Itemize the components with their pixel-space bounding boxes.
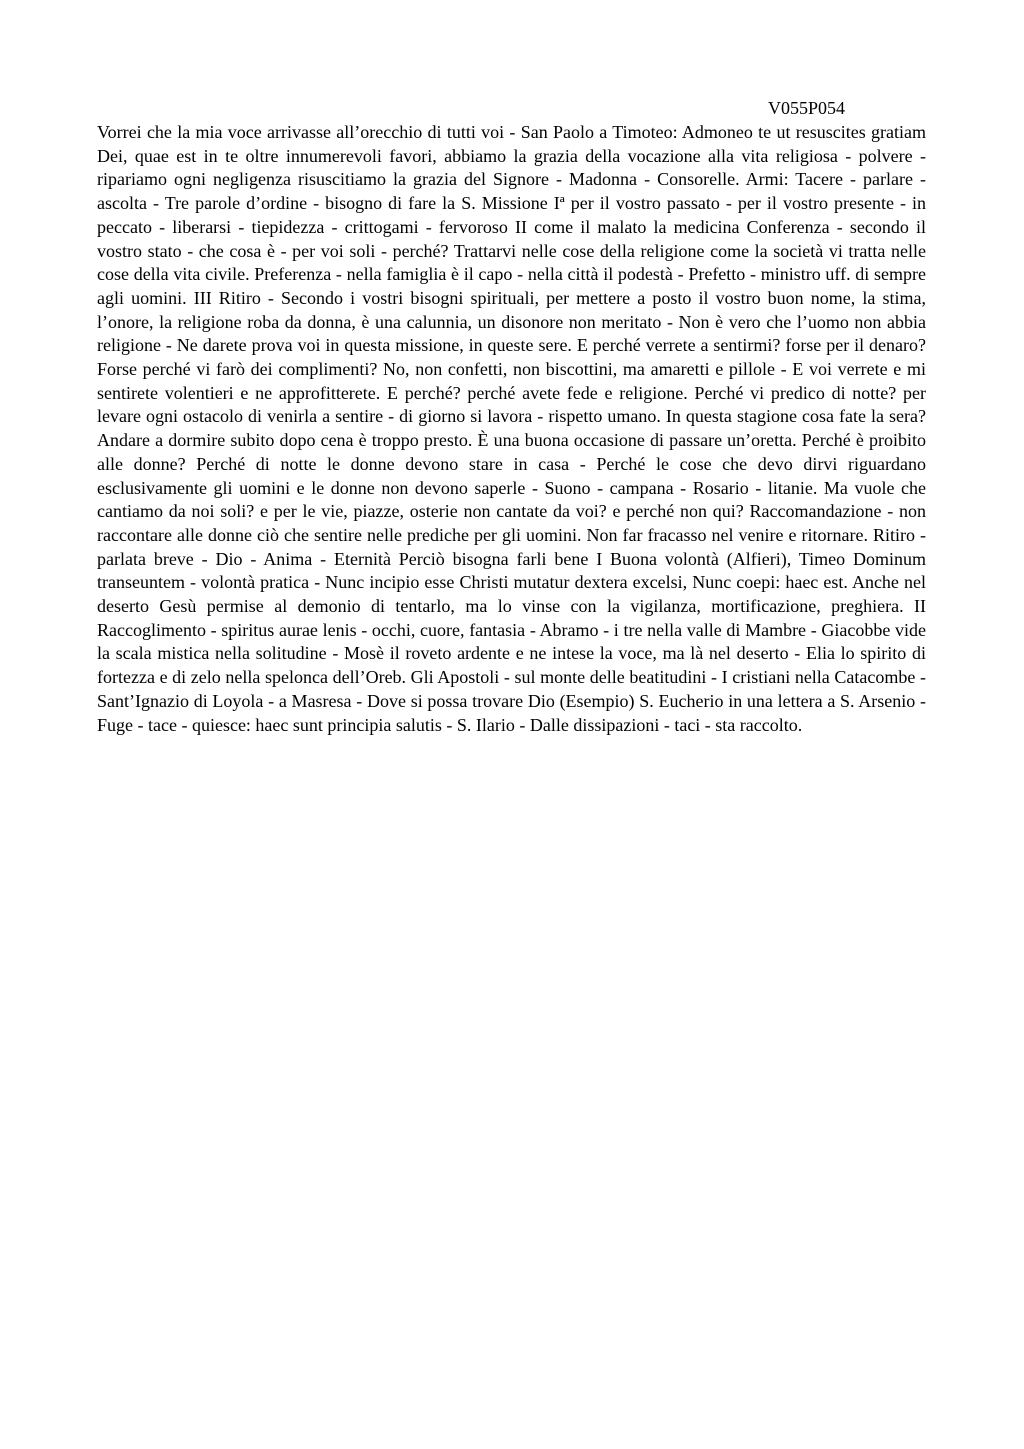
page-identifier: V055P054 [768,98,846,118]
body-paragraph: Vorrei che la mia voce arrivasse all’orecchio di tutti voi - San Paolo a Timoteo: Admoneo te ut resuscites gratiam Dei, quae est in te oltre innumerevoli favori, abbiamo la grazia della vocazione alla vita religiosa - polvere - ripariamo ogni negligenza risuscitiamo la grazia del Signore - Madonna - Consorelle. Armi: Tacere - parlare - ascolta - Tre parole d’ordine - bisogno di fare la S. Missione Iª per il vostro passato - per il vostro presente - in peccato - liberarsi - tiepidezza - crittogami - fervoroso II come il malato la medicina Conferenza - secondo il vostro stato - che cosa è - per voi soli - perché? Trattarvi nelle cose della religione come la società vi tratta nelle cose della vita civile. Preferenza - nella famiglia è il capo - nella città il podestà - Prefetto - ministro uff. di sempre agli uomini. III Ritiro - Secondo i vostri bisogni spirituali, per mettere a posto il vostro buon nome, la stima, l’onore, la religione roba da donna, è una calunnia, un disonore non meritato - Non è vero che l’uomo non abbia religione - Ne darete prova voi in questa missione, in queste sere. E perché verrete a sentirmi? forse per il denaro? Forse perché vi farò dei complimenti? No, non confetti, non biscottini, ma amaretti e pillole - E voi verrete e mi sentirete volentieri e ne approfitterete. E perché? perché avete fede e religione. Perché vi predico di notte? per levare ogni ostacolo di venirla a sentire - di giorno si lavora - rispetto umano. In questa stagione cosa fate la sera? Andare a dormire subito dopo cena è troppo presto. È una buona occasione di passare un’oretta. Perché è proibito alle donne? Perché di notte le donne devono stare in casa - Perché le cose che devo dirvi riguardano esclusivamente gli uomini e le donne non devono saperle - Suono - campana - Rosario - litanie. Ma vuole che cantiamo da noi soli? e per le vie, piazze, osterie non cantate da voi? e perché non qui? Raccomandazione - non raccontare alle donne ciò che sentire nelle prediche per gli uomini. Non far fracasso nel venire e ritornare. Ritiro - parlata breve - Dio - Anima - Eternità Perciò bisogna farli bene I Buona volontà (Alfieri), Timeo Dominum transeuntem - volontà pratica - Nunc incipio esse Christi mutatur dextera excelsi, Nunc coepi: haec est. Anche nel deserto Gesù permise al demonio di tentarlo, ma lo vinse con la vigilanza, mortificazione, preghiera. II Raccoglimento - spiritus aurae lenis - occhi, cuore, fantasia - Abramo - i tre nella valle di Mambre - Giacobbe vide la scala mistica nella solitudine - Mosè il roveto ardente e ne intese la voce, ma là nel deserto - Elia lo spirito di fortezza e di zelo nella spelonca dell’Oreb. Gli Apostoli - sul monte delle beatitudini - I cristiani nella Catacombe - Sant’Ignazio di Loyola - a Masresa - Dove si possa trovare Dio (Esempio) S. Eucherio in una lettera a S. Arsenio - Fuge - tace - quiesce: haec sunt principia salutis - S. Ilario - Dalle dissipazioni - taci - sta raccolto. [97,122,926,735]
